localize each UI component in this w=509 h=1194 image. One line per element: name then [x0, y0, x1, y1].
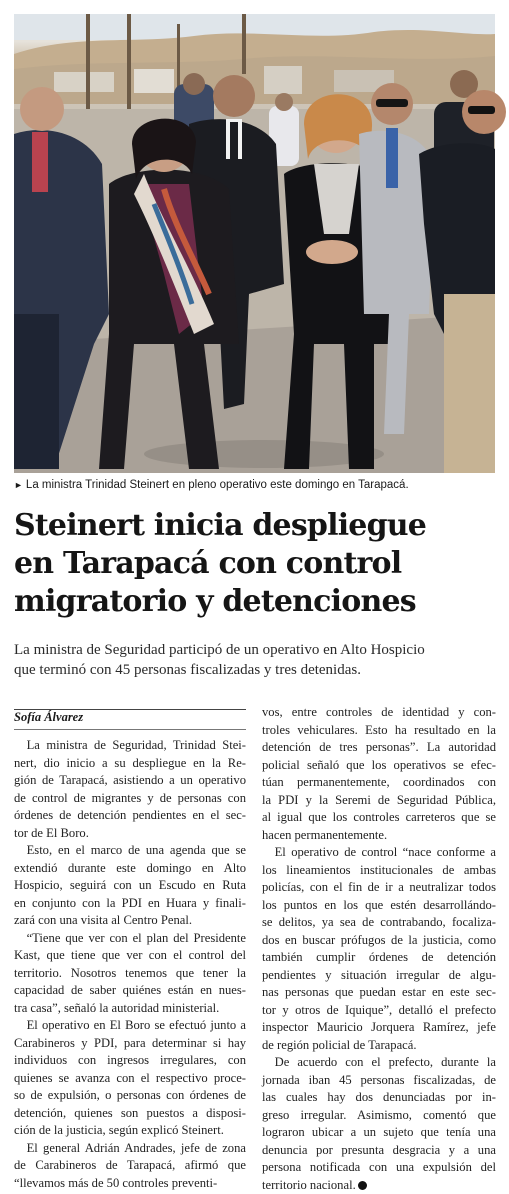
article-line: “Tiene que ver con el plan del Presidente: [14, 930, 246, 948]
article-line: Esto, en el marco de una agenda que se: [14, 842, 246, 860]
article-line: de control de migrantes y de personas con: [14, 790, 246, 808]
article-line: El operativo de control “nace conforme a: [262, 844, 496, 862]
article-line: Hospicio, seguirá con un Escudo en Ruta: [14, 877, 246, 895]
article-line: pendientes y situación irregular de algu-: [262, 967, 496, 985]
article-line: persona notificada con una expulsión del: [262, 1159, 496, 1177]
byline-divider-bottom: [14, 729, 246, 730]
article-line: extendió durante este domingo en Alto: [14, 860, 246, 878]
article-line: El general Adrián Andrades, jefe de zona: [14, 1140, 246, 1158]
article-paragraph: [14, 1140, 246, 1193]
article-line: denuncia por presunta desgracia y a una: [262, 1142, 496, 1160]
caption-marker-icon: ►: [14, 480, 23, 490]
article-paragraph: [14, 842, 246, 930]
article-line: al igual que los controles carreteros que se: [262, 809, 496, 827]
subheadline: [14, 640, 498, 680]
article-line: quienes se avanza con el respectivo proce-: [14, 1070, 246, 1088]
article-line: inspector Mauricio Jorquera Ramírez, jefe: [262, 1019, 496, 1037]
article-line: territorio nacional.: [262, 1177, 496, 1194]
article-line: los lineamientos institucionales de ambas: [262, 862, 496, 880]
article-line: individuos con ingresos irregulares, con: [14, 1052, 246, 1070]
article-line: vos, entre controles de identidad y con-: [262, 704, 496, 722]
article-line: territorio. Nosotros tenemos que tener la: [14, 965, 246, 983]
article-line: jornada iban 45 personas fiscalizadas, de: [262, 1072, 496, 1090]
article-line: nas personas que puedan estar en este sec-: [262, 984, 496, 1002]
article-line: policial señaló que los operativos se efec-: [262, 757, 496, 775]
article-line: las cuales hay dos denunciadas por in-: [262, 1089, 496, 1107]
article-line: so de expulsión, o personas con órdenes de: [14, 1087, 246, 1105]
article-paragraph: [14, 930, 246, 1018]
article-line: tra casa”, señaló la autoridad ministerial.: [14, 1000, 246, 1018]
headline-line: Steinert inicia despliegue: [14, 507, 498, 545]
article-line: túan permanentemente, coordinados con: [262, 774, 496, 792]
article-line: Kast, que tiene que ver con el control del: [14, 947, 246, 965]
byline-author: Sofía Álvarez: [14, 710, 83, 725]
article-column-left: [14, 737, 246, 1192]
article-line: la PDI y la Seremi de Seguridad Pública,: [262, 792, 496, 810]
news-photo: [14, 14, 495, 473]
article-line: se delitos, ya sea de contrabando, focaliza-: [262, 914, 496, 932]
article-line: en conjunto con la PDI en Huara y finali-: [14, 895, 246, 913]
article-line: órdenes de detención pendientes en el sec-: [14, 807, 246, 825]
subheadline-line: La ministra de Seguridad participó de un operativo en Alto Hospicio: [14, 640, 498, 660]
article-paragraph: [14, 1017, 246, 1140]
subheadline-line: que terminó con 45 personas fiscalizadas y tres detenidas.: [14, 660, 498, 680]
photo-caption: [14, 479, 495, 491]
article-column-right: [262, 704, 496, 1194]
article-line: tor de El Boro.: [14, 825, 246, 843]
article-line: de Carabineros de Tarapacá, afirmó que: [14, 1157, 246, 1175]
article-line: lograron ubicar a un sujeto que tenía una: [262, 1124, 496, 1142]
article-line: dos en buscar prófugos de la justicia, como: [262, 932, 496, 950]
photo-illustration: [14, 14, 495, 473]
article-paragraph: [14, 737, 246, 842]
article-line: greso irregular. Asimismo, comentó que: [262, 1107, 496, 1125]
article-line: hacen permanentemente.: [262, 827, 496, 845]
article-line: gión de Tarapacá, asistiendo a un operativo: [14, 772, 246, 790]
article-line: nert, dio inicio a su despliegue en la Re-: [14, 755, 246, 773]
article-paragraph: [262, 704, 496, 844]
article-line: El operativo en El Boro se efectuó junto a: [14, 1017, 246, 1035]
article-line: los puntos en los que estén desarrollándo-: [262, 897, 496, 915]
headline-line: en Tarapacá con control: [14, 545, 498, 583]
headline-line: migratorio y detenciones: [14, 583, 498, 621]
article-line: también cumplir órdenes de detención: [262, 949, 496, 967]
article-line: “llevamos más de 50 controles preventi-: [14, 1175, 246, 1193]
article-line: capacidad de saber quiénes están en nues-: [14, 982, 246, 1000]
article-line: policías, con el fin de ir a neutralizar todos: [262, 879, 496, 897]
article-line: de región policial de Tarapacá.: [262, 1037, 496, 1055]
article-paragraph: [262, 1054, 496, 1194]
article-line: zará con una visita al Centro Penal.: [14, 912, 246, 930]
article-line: detención, quienes son puestos a disposi-: [14, 1105, 246, 1123]
article-line: De acuerdo con el prefecto, durante la: [262, 1054, 496, 1072]
end-of-article-mark: [358, 1181, 367, 1190]
caption-text: La ministra Trinidad Steinert en pleno operativo este domingo en Tarapacá.: [26, 479, 409, 491]
article-paragraph: [262, 844, 496, 1054]
headline: [14, 507, 498, 621]
article-line: detención de tres personas”. La autoridad: [262, 739, 496, 757]
article-line: tor y otros de Iquique”, detalló el prefecto: [262, 1002, 496, 1020]
article-line: La ministra de Seguridad, Trinidad Stei-: [14, 737, 246, 755]
article-line: ción de la justicia, según explicó Steinert.: [14, 1122, 246, 1140]
article-line: troles vehiculares. Esto ha resultado en la: [262, 722, 496, 740]
article-line: Carabineros y PDI, para determinar si hay: [14, 1035, 246, 1053]
